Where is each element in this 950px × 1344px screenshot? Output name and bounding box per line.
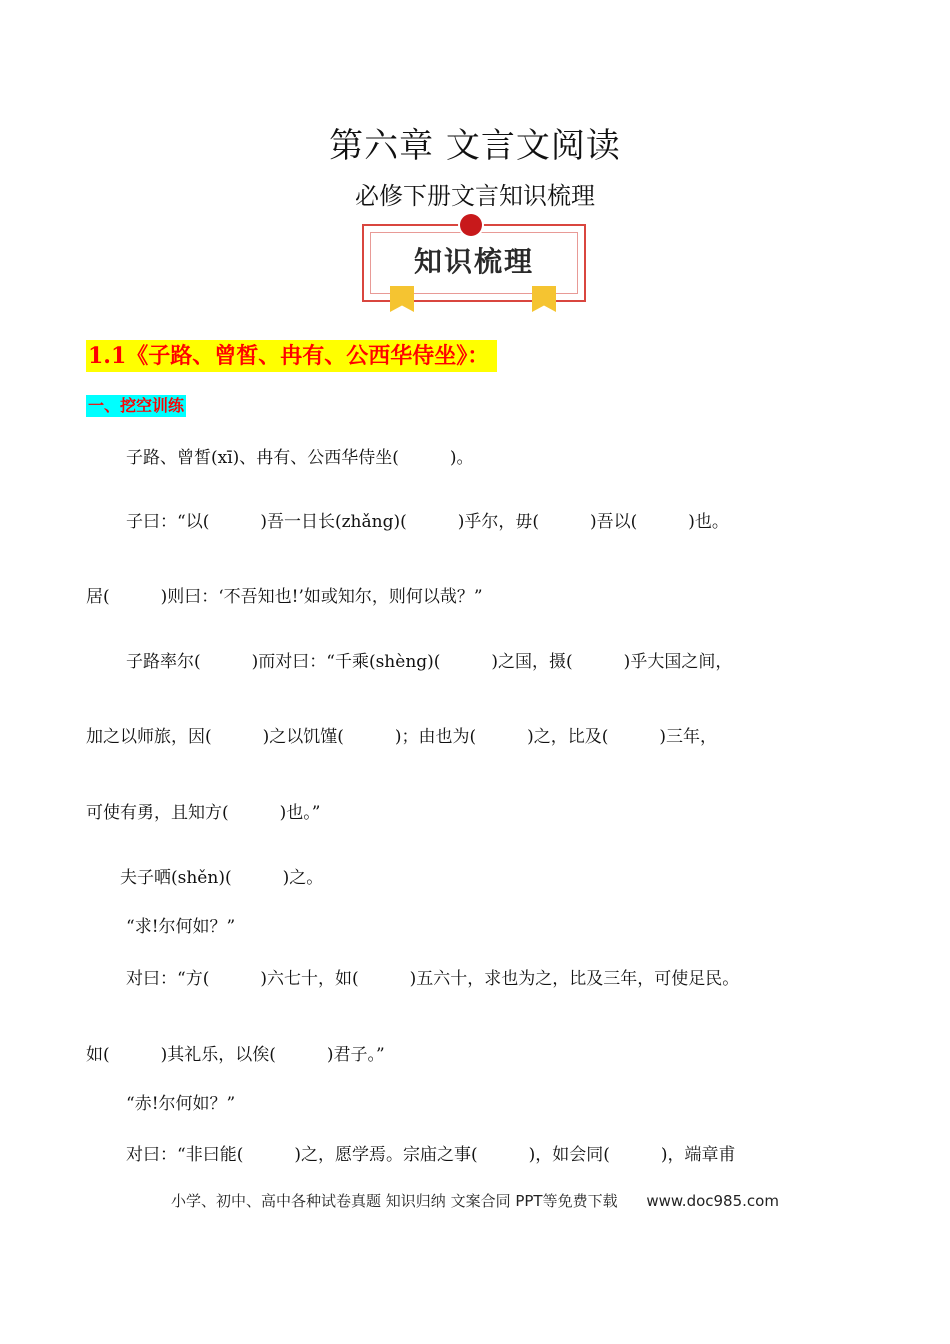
passage-text: 子路率尔( )而对曰：“千乘(shèng)( )之国，摄( )乎大国之间， bbox=[126, 652, 733, 672]
ribbon-left-icon bbox=[390, 286, 414, 312]
passage-text: 如( )其礼乐，以俟( )君子。” bbox=[86, 1045, 385, 1065]
passage-text: 可使有勇，且知方( )也。” bbox=[86, 803, 321, 823]
footer-link[interactable]: www.doc985.com bbox=[646, 1192, 779, 1210]
passage-text: 子曰：“以( )吾一日长(zhǎng)( )乎尔，毋( )吾以( )也。 bbox=[126, 512, 729, 532]
passage-text: “求!尔何如？” bbox=[126, 917, 236, 937]
passage-text: 居( )则曰：‘不吾知也!’如或知尔，则何以哉？” bbox=[86, 587, 483, 607]
section-heading: 1.1《子路、曾皙、冉有、公西华侍坐》： bbox=[86, 340, 497, 372]
badge-label: 知识梳理 bbox=[413, 245, 534, 278]
page-footer bbox=[0, 1190, 950, 1211]
knowledge-badge bbox=[362, 214, 586, 314]
passage-text: 对曰：“方( )六七十，如( )五六十，求也为之，比及三年，可使足民。 bbox=[126, 969, 740, 989]
page-title: 第六章 文言文阅读 bbox=[329, 126, 621, 166]
footer-text: 小学、初中、高中各种试卷真题 知识归纳 文案合同 PPT等免费下载 bbox=[171, 1192, 618, 1210]
passage-text: “赤!尔何如？” bbox=[126, 1094, 236, 1114]
passage-text: 对曰：“非曰能( )之，愿学焉。宗庙之事( )，如会同( )，端章甫 bbox=[126, 1145, 736, 1165]
red-dot-icon bbox=[460, 214, 482, 236]
passage-text: 夫子哂(shěn)( )之。 bbox=[120, 868, 324, 888]
page-subtitle: 必修下册文言知识梳理 bbox=[355, 182, 595, 210]
section-subheading: 一、挖空训练 bbox=[88, 396, 185, 415]
passage-text: 加之以师旅，因( )之以饥馑( )；由也为( )之，比及( )三年， bbox=[86, 727, 718, 747]
passage-text: 子路、曾皙(xī)、冉有、公西华侍坐( )。 bbox=[126, 448, 474, 468]
ribbon-right-icon bbox=[532, 286, 556, 312]
